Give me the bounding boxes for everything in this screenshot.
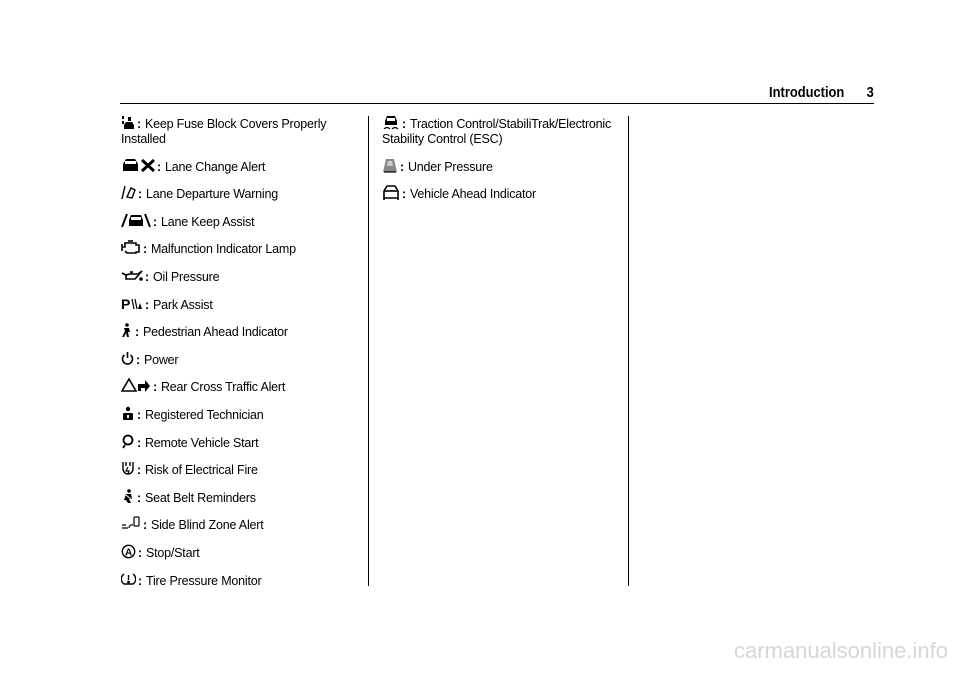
symbol-label: Power — [143, 352, 179, 367]
separator: : — [137, 435, 141, 450]
page-header — [769, 84, 874, 101]
electrical-fire-risk-icon — [121, 461, 135, 476]
separator: : — [145, 297, 149, 312]
symbol-label: Keep Fuse Block Covers Properly Installed — [121, 117, 327, 146]
symbol-list-item — [121, 544, 356, 561]
symbol-label: Lane Change Alert — [164, 159, 266, 174]
separator: : — [136, 352, 140, 367]
traction-control-icon — [382, 115, 400, 130]
symbol-list-item — [121, 489, 356, 506]
separator: : — [143, 518, 147, 533]
symbol-list-item — [121, 115, 356, 147]
symbol-list-column-2 — [382, 115, 617, 213]
fuse-block-cover-icon — [121, 115, 135, 130]
separator: : — [157, 159, 161, 174]
vehicle-ahead-indicator-icon — [382, 185, 400, 200]
symbol-label: Oil Pressure — [152, 269, 220, 284]
svg-text:P: P — [121, 295, 131, 311]
symbol-label: Lane Departure Warning — [145, 187, 278, 202]
separator: : — [402, 117, 406, 131]
seat-belt-reminder-icon — [121, 489, 135, 504]
separator: : — [402, 187, 406, 202]
symbol-list-item — [121, 378, 356, 395]
symbol-list-item — [121, 516, 356, 533]
symbol-label: Malfunction Indicator Lamp — [150, 242, 296, 257]
symbol-list-item — [121, 296, 356, 313]
symbol-label: Side Blind Zone Alert — [150, 518, 264, 533]
symbol-label: Stop/Start — [145, 545, 200, 560]
tire-pressure-monitor-icon — [121, 572, 136, 587]
symbol-label: Pedestrian Ahead Indicator — [142, 325, 288, 340]
symbol-list-item — [121, 572, 356, 589]
symbol-list-item — [121, 185, 356, 202]
symbol-label: Tire Pressure Monitor — [145, 573, 262, 588]
page-number: 3 — [866, 84, 874, 101]
symbol-label: Remote Vehicle Start — [144, 435, 259, 450]
symbol-list-item — [121, 240, 356, 257]
symbol-label: Registered Technician — [144, 407, 264, 422]
symbol-list-item — [121, 323, 356, 340]
separator: : — [137, 117, 141, 131]
symbol-list-column-1 — [121, 115, 356, 599]
separator: : — [135, 325, 139, 340]
registered-technician-icon — [121, 406, 135, 421]
stop-start-icon — [121, 544, 136, 559]
column-divider-2 — [628, 116, 629, 586]
symbol-label: Risk of Electrical Fire — [144, 463, 258, 478]
symbol-list-item — [121, 351, 356, 368]
power-icon — [121, 351, 134, 366]
section-title: Introduction — [769, 84, 845, 101]
lane-departure-warning-icon — [121, 185, 136, 200]
malfunction-indicator-lamp-icon — [121, 240, 141, 255]
symbol-list-item — [121, 461, 356, 478]
separator: : — [143, 242, 147, 257]
separator: : — [138, 187, 142, 202]
symbol-label: Park Assist — [152, 297, 213, 312]
symbol-list-item — [121, 213, 356, 230]
symbol-label: Vehicle Ahead Indicator — [409, 187, 537, 202]
oil-pressure-icon — [121, 268, 143, 283]
lane-keep-assist-icon — [121, 213, 151, 228]
symbol-label: Lane Keep Assist — [160, 214, 255, 229]
separator: : — [400, 159, 404, 174]
separator: : — [138, 545, 142, 560]
symbol-label: Under Pressure — [407, 159, 493, 174]
symbol-list-item — [121, 406, 356, 423]
symbol-list-item — [382, 115, 617, 147]
lane-change-alert-icon — [121, 158, 155, 173]
separator: : — [137, 463, 141, 478]
separator: : — [153, 380, 157, 395]
symbol-label: Traction Control/StabiliTrak/Electronic Stability Control (ESC) — [382, 117, 612, 146]
symbol-list-item — [121, 434, 356, 451]
rear-cross-traffic-alert-icon — [121, 378, 151, 393]
separator: : — [137, 407, 141, 422]
separator: : — [153, 214, 157, 229]
remote-vehicle-start-icon — [121, 434, 135, 449]
pedestrian-ahead-icon — [121, 323, 133, 338]
symbol-label: Seat Belt Reminders — [144, 490, 256, 505]
svg-text:A: A — [125, 547, 133, 559]
park-assist-icon — [121, 296, 143, 311]
symbol-label: Rear Cross Traffic Alert — [160, 380, 286, 395]
separator: : — [138, 573, 142, 588]
separator: : — [145, 269, 149, 284]
under-pressure-icon — [382, 158, 398, 173]
separator: : — [137, 490, 141, 505]
side-blind-zone-alert-icon — [121, 516, 141, 531]
symbol-list-item — [121, 158, 356, 175]
header-rule — [120, 103, 874, 104]
column-divider-1 — [368, 116, 369, 586]
symbol-list-item — [382, 185, 617, 202]
symbol-list-item — [382, 158, 617, 175]
symbol-list-item — [121, 268, 356, 285]
watermark: carmanualsonline.info — [733, 638, 948, 663]
